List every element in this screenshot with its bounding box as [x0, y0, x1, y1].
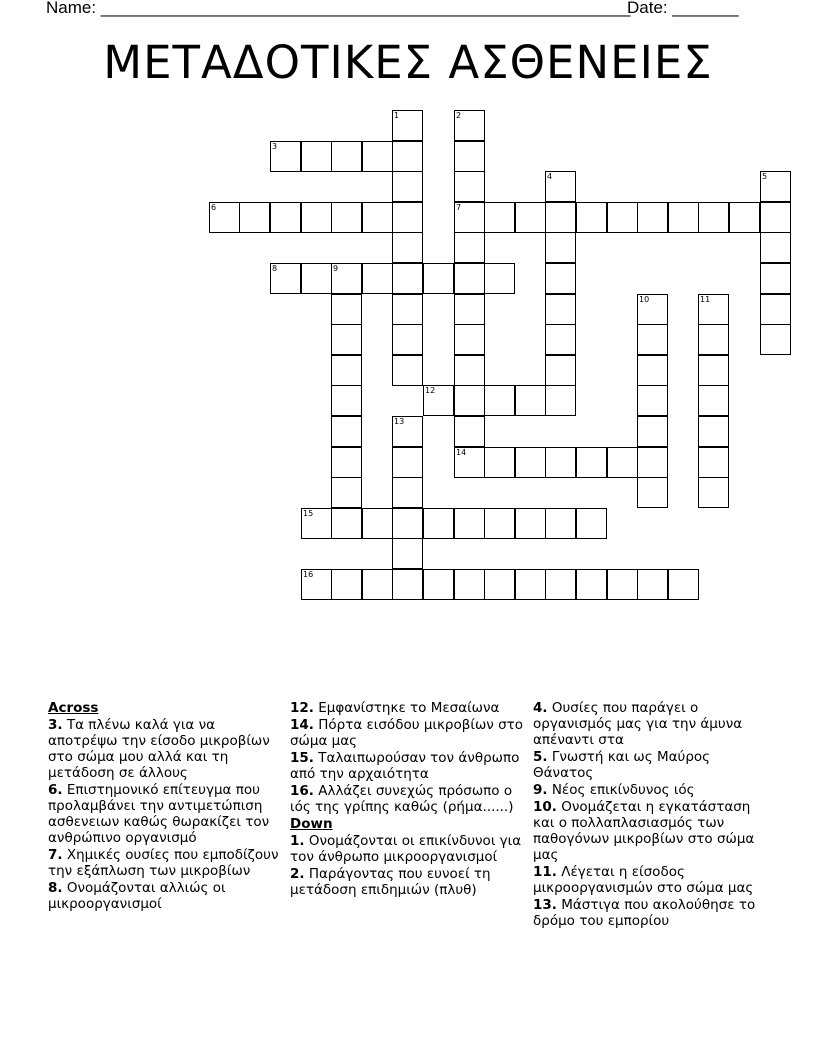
grid-cell[interactable]: [392, 569, 423, 600]
grid-cell[interactable]: [545, 324, 576, 355]
page-title: ΜΕΤΑΔΟΤΙΚΕΣ ΑΣΘΕΝΕΙΕΣ: [103, 36, 713, 89]
grid-cell[interactable]: [637, 447, 668, 478]
grid-cell[interactable]: [454, 324, 485, 355]
clue-number-label: 6.: [48, 782, 63, 798]
grid-cell[interactable]: [484, 508, 515, 539]
grid-cell[interactable]: [698, 385, 729, 416]
grid-cell[interactable]: [545, 294, 576, 325]
grid-cell[interactable]: [760, 324, 791, 355]
grid-cell[interactable]: [515, 508, 546, 539]
grid-cell[interactable]: [392, 232, 423, 263]
grid-cell[interactable]: [576, 569, 607, 600]
grid-cell[interactable]: [331, 324, 362, 355]
grid-cell[interactable]: [576, 447, 607, 478]
clue-item: [533, 864, 773, 896]
grid-cell[interactable]: [454, 447, 485, 478]
grid-cell[interactable]: [392, 538, 423, 569]
clue-number: 8: [272, 264, 278, 273]
grid-cell[interactable]: [637, 416, 668, 447]
grid-cell[interactable]: [270, 263, 301, 294]
grid-cell[interactable]: [392, 355, 423, 386]
grid-cell[interactable]: [392, 416, 423, 447]
grid-cell[interactable]: [392, 294, 423, 325]
grid-cell[interactable]: [454, 385, 485, 416]
grid-cell[interactable]: [698, 416, 729, 447]
grid-cell[interactable]: [607, 447, 638, 478]
clue-number-label: 5.: [533, 749, 548, 765]
grid-cell[interactable]: [607, 569, 638, 600]
down-heading: Down: [290, 816, 333, 832]
grid-cell[interactable]: [576, 202, 607, 233]
grid-cell[interactable]: [331, 202, 362, 233]
clue-number-label: 3.: [48, 717, 63, 733]
grid-cell[interactable]: [392, 171, 423, 202]
grid-cell[interactable]: [454, 202, 485, 233]
grid-cell[interactable]: [668, 569, 699, 600]
grid-cell[interactable]: [454, 294, 485, 325]
grid-cell[interactable]: [331, 385, 362, 416]
grid-cell[interactable]: [239, 202, 270, 233]
grid-cell[interactable]: [545, 202, 576, 233]
grid-cell[interactable]: [515, 447, 546, 478]
grid-cell[interactable]: [423, 385, 454, 416]
grid-cell[interactable]: [392, 263, 423, 294]
grid-cell[interactable]: [362, 569, 393, 600]
grid-cell[interactable]: [301, 569, 332, 600]
clue-text: Τα πλένω καλά για να αποτρέψω την είσοδο μικροβίων στο σώμα μου αλλά και τη μετάδοση σε άλλους: [48, 717, 270, 781]
grid-cell[interactable]: [484, 202, 515, 233]
grid-cell[interactable]: [423, 508, 454, 539]
grid-cell[interactable]: [637, 477, 668, 508]
grid-cell[interactable]: [423, 263, 454, 294]
grid-cell[interactable]: [423, 569, 454, 600]
clue-number-label: 1.: [290, 833, 305, 849]
grid-cell[interactable]: [698, 324, 729, 355]
grid-cell[interactable]: [331, 263, 362, 294]
grid-cell[interactable]: [637, 569, 668, 600]
grid-cell[interactable]: [362, 202, 393, 233]
grid-cell[interactable]: [454, 508, 485, 539]
clue-item: [290, 866, 525, 898]
clue-number: 10: [639, 295, 650, 304]
clue-text: Πόρτα εισόδου μικροβίων στο σώμα μας: [290, 717, 524, 749]
grid-cell[interactable]: [331, 294, 362, 325]
grid-cell[interactable]: [484, 447, 515, 478]
date-label: Date:: [627, 0, 668, 17]
grid-cell[interactable]: [392, 324, 423, 355]
clues-column-3: [533, 700, 773, 930]
clue-number-label: 10.: [533, 799, 557, 815]
grid-cell[interactable]: [545, 508, 576, 539]
grid-cell[interactable]: [301, 141, 332, 172]
grid-cell[interactable]: [270, 141, 301, 172]
clue-number: 9: [333, 264, 339, 273]
grid-cell[interactable]: [392, 202, 423, 233]
clue-item: [48, 847, 283, 879]
grid-cell[interactable]: [362, 508, 393, 539]
grid-cell[interactable]: [607, 202, 638, 233]
grid-cell[interactable]: [392, 110, 423, 141]
clue-item: [290, 717, 525, 749]
clue-number: 11: [700, 295, 711, 304]
grid-cell[interactable]: [331, 447, 362, 478]
clue-text: Παράγοντας που ευνοεί τη μετάδοση επιδημιών (πλυθ): [290, 866, 491, 898]
clue-text: Γνωστή και ως Μαύρος Θάνατος: [533, 749, 711, 781]
clue-number: 5: [762, 172, 768, 181]
clue-text: Λέγεται η είσοδος μικροοργανισμών στο σώμα μας: [533, 864, 754, 896]
grid-cell[interactable]: [454, 355, 485, 386]
grid-cell[interactable]: [515, 202, 546, 233]
clue-number-label: 7.: [48, 847, 63, 863]
grid-cell[interactable]: [545, 171, 576, 202]
grid-cell[interactable]: [760, 232, 791, 263]
clue-text: Ονομάζονται οι επικίνδυνοι για τον άνθρωπο μικροοργανισμοί: [290, 833, 522, 865]
clue-number: 16: [303, 570, 314, 579]
grid-cell[interactable]: [331, 477, 362, 508]
grid-cell[interactable]: [270, 202, 301, 233]
clue-item: [48, 717, 283, 781]
clue-item: [533, 782, 773, 798]
grid-cell[interactable]: [545, 263, 576, 294]
grid-cell[interactable]: [301, 508, 332, 539]
grid-cell[interactable]: [392, 141, 423, 172]
grid-cell[interactable]: [760, 263, 791, 294]
clue-number: 6: [211, 203, 217, 212]
clue-number: 7: [456, 203, 462, 212]
clue-number: 14: [456, 448, 467, 457]
clue-text: Χημικές ουσίες που εμποδίζουν την εξάπλωση των μικροβίων: [48, 847, 279, 879]
across-heading: Across: [48, 700, 99, 716]
grid-cell[interactable]: [392, 447, 423, 478]
clues-column-2: [290, 700, 525, 899]
grid-cell[interactable]: [760, 294, 791, 325]
clue-number: 4: [547, 172, 553, 181]
grid-cell[interactable]: [545, 355, 576, 386]
clue-item: [533, 799, 773, 863]
name-label: Name:: [46, 0, 97, 17]
clue-item: [48, 880, 283, 912]
grid-cell[interactable]: [454, 416, 485, 447]
grid-cell[interactable]: [484, 263, 515, 294]
clue-number: 12: [425, 386, 436, 395]
clue-item: [533, 700, 773, 748]
clue-number-label: 2.: [290, 866, 305, 882]
clue-text: Ταλαιπωρούσαν τον άνθρωπο από την αρχαιότητα: [290, 750, 520, 782]
grid-cell[interactable]: [698, 477, 729, 508]
clue-text: Ουσίες που παράγει ο οργανισμός μας για την άμυνα απέναντι στα: [533, 700, 743, 748]
grid-cell[interactable]: [331, 141, 362, 172]
clue-text: Νέος επικίνδυνος ιός: [547, 782, 695, 798]
grid-cell[interactable]: [331, 416, 362, 447]
grid-cell[interactable]: [331, 355, 362, 386]
grid-cell[interactable]: [454, 171, 485, 202]
clue-number: 2: [456, 111, 462, 120]
grid-cell[interactable]: [637, 385, 668, 416]
clue-text: Ονομάζεται η εγκατάσταση και ο πολλαπλασιασμός των παθογόνων μικροβίων στο σώμα μας: [533, 799, 755, 863]
grid-cell[interactable]: [545, 385, 576, 416]
clue-number-label: 14.: [290, 717, 314, 733]
clue-item: [48, 782, 283, 846]
grid-cell[interactable]: [698, 294, 729, 325]
clue-text: Αλλάζει συνεχώς πρόσωπο ο ιός της γρίπης καθώς (ρήμα......): [290, 783, 514, 815]
clue-number-label: 9.: [533, 782, 548, 798]
clue-item: [290, 833, 525, 865]
grid-cell[interactable]: [698, 202, 729, 233]
date-line[interactable]: _______: [672, 0, 739, 17]
clue-number-label: 13.: [533, 897, 557, 913]
clue-text: Μάστιγα που ακολούθησε το δρόμο του εμπορίου: [533, 897, 756, 929]
name-line[interactable]: ________________________________________________________: [100, 0, 631, 17]
grid-cell[interactable]: [698, 355, 729, 386]
grid-cell[interactable]: [668, 202, 699, 233]
grid-cell[interactable]: [729, 202, 760, 233]
clue-text: Ονομάζονται αλλιώς οι μικροοργανισμοί: [48, 880, 226, 912]
grid-cell[interactable]: [301, 202, 332, 233]
clue-number-label: 4.: [533, 700, 548, 716]
grid-cell[interactable]: [331, 569, 362, 600]
clue-text: Εμφανίστηκε το Μεσαίωνα: [313, 700, 500, 716]
grid-cell[interactable]: [209, 202, 240, 233]
clue-item: [290, 783, 525, 815]
clue-text: Επιστημονικό επίτευγμα που προλαμβάνει την αντιμετώπιση ασθενειων καθώς θωρακίζει τον ανθρώπινο οργανισμό: [48, 782, 270, 846]
grid-cell[interactable]: [637, 355, 668, 386]
grid-cell[interactable]: [545, 232, 576, 263]
grid-cell[interactable]: [515, 385, 546, 416]
grid-cell[interactable]: [760, 202, 791, 233]
grid-cell[interactable]: [392, 508, 423, 539]
grid-cell[interactable]: [392, 477, 423, 508]
grid-cell[interactable]: [484, 569, 515, 600]
clue-item: [290, 750, 525, 782]
grid-cell[interactable]: [362, 141, 393, 172]
grid-cell[interactable]: [454, 569, 485, 600]
clue-number: 3: [272, 142, 278, 151]
clue-item: [533, 897, 773, 929]
clue-number-label: 11.: [533, 864, 557, 880]
grid-cell[interactable]: [515, 569, 546, 600]
clue-number-label: 16.: [290, 783, 314, 799]
grid-cell[interactable]: [454, 110, 485, 141]
clue-item: [533, 749, 773, 781]
clue-number: 13: [394, 417, 405, 426]
grid-cell[interactable]: [484, 385, 515, 416]
grid-cell[interactable]: [454, 263, 485, 294]
grid-cell[interactable]: [362, 263, 393, 294]
grid-cell[interactable]: [698, 447, 729, 478]
grid-cell[interactable]: [637, 202, 668, 233]
grid-cell[interactable]: [760, 171, 791, 202]
grid-cell[interactable]: [576, 508, 607, 539]
grid-cell[interactable]: [301, 263, 332, 294]
grid-cell[interactable]: [331, 508, 362, 539]
clue-number: 15: [303, 509, 314, 518]
clue-item: [290, 700, 525, 716]
grid-cell[interactable]: [637, 324, 668, 355]
grid-cell[interactable]: [545, 447, 576, 478]
clue-number-label: 8.: [48, 880, 63, 896]
grid-cell[interactable]: [637, 294, 668, 325]
clue-number-label: 15.: [290, 750, 314, 766]
clues-column-1: [48, 700, 283, 913]
clue-number: 1: [394, 111, 400, 120]
grid-cell[interactable]: [454, 141, 485, 172]
grid-cell[interactable]: [454, 232, 485, 263]
grid-cell[interactable]: [545, 569, 576, 600]
clue-number-label: 12.: [290, 700, 314, 716]
